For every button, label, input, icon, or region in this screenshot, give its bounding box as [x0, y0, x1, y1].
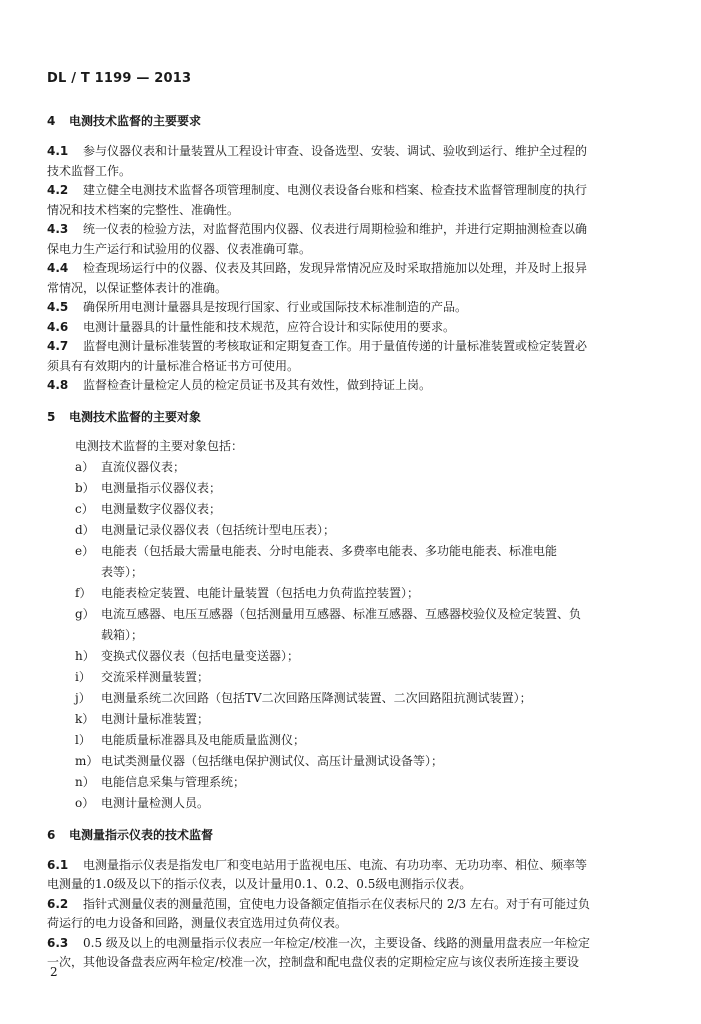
clause: [47, 142, 657, 181]
section-title: 电测量指示仪表的技术监督: [69, 827, 214, 842]
clause-text: 参与仪器仪表和计量装置从工程设计审查、设备选型、安装、调试、验收到运行、维护全过程的: [83, 144, 588, 158]
section-heading: [47, 826, 657, 844]
clause-number: 4.3: [47, 222, 69, 236]
list-item: [47, 667, 657, 688]
section-title: 电测技术监督的主要对象: [69, 409, 202, 424]
clause-number: 4.5: [47, 300, 69, 314]
clause-text: 检查现场运行中的仪器、仪表及其回路，发现异常情况应及时采取措施加以处理，并及时上报异: [83, 261, 588, 275]
list-item-text: 电流互感器、电压互感器（包括测量用互感器、标准互感器、互感器校验仪及检定装置、负: [101, 606, 582, 621]
list-marker: o）: [75, 795, 95, 810]
list-intro: 电测技术监督的主要对象包括：: [75, 438, 244, 453]
clause-text-cont: 荷运行的电力设备和回路，测量仪表宜选用过负荷仪表。: [47, 916, 348, 930]
list-item: [47, 646, 657, 667]
clause-text: 确保所用电测计量器具是按现行国家、行业或国际技术标准制造的产品。: [83, 300, 468, 314]
section-title: 电测技术监督的主要要求: [69, 114, 202, 128]
clause-text: 0.5 级及以上的电测量指示仪表应一年检定/校准一次，主要设备、线路的测量用盘表应一年检定: [83, 935, 590, 950]
clause: [47, 934, 657, 973]
clause-text: 电测计量器具的计量性能和技术规范，应符合设计和实际使用的要求。: [83, 319, 456, 334]
list-item-text: 电试类测量仪器（包括继电保护测试仪、高压计量测试设备等）；: [101, 753, 444, 768]
section-number: 4: [47, 114, 56, 128]
clause-number: 4.6: [47, 319, 69, 334]
clause: [47, 298, 657, 318]
list-item-text: 电测量记录仪器仪表（包括统计型电压表）；: [101, 522, 336, 537]
list-marker: e）: [75, 543, 95, 558]
clause-text: 指针式测量仪表的测量范围，宜使电力设备额定值指示在仪表标尺的 2/3 左右。对于有可能过负: [83, 896, 590, 911]
clause-text: 统一仪表的检验方法，对监督范围内仪器、仪表进行周期检验和维护，并进行定期抽测检查以确: [83, 222, 588, 236]
list-item-text: 电测计量标准装置；: [101, 711, 210, 726]
list-item: [47, 604, 657, 646]
clause-text-cont: 一次，其他设备盘表应两年检定/校准一次，控制盘和配电盘仪表的定期检定应与该仪表所连接主要设: [47, 955, 580, 969]
list-marker: k）: [75, 711, 95, 726]
clause: [47, 318, 657, 338]
list-item-text-cont: 表等）；: [101, 564, 144, 579]
list-marker: m）: [75, 753, 99, 768]
clause-text-cont: 常情况，以保证整体表计的准确。: [47, 280, 228, 295]
list-marker: g）: [75, 606, 95, 621]
list-item: [47, 730, 657, 751]
list-marker: n）: [75, 774, 95, 789]
section-heading: [47, 112, 657, 130]
clause: [47, 259, 657, 298]
list-item: [47, 709, 657, 730]
clause-number: 4.1: [47, 144, 69, 158]
list-item: [47, 583, 657, 604]
list-marker: d）: [75, 522, 95, 537]
clause-text-cont: 保电力生产运行和试验用的仪器、仪表准确可靠。: [47, 241, 312, 256]
clause-text: 建立健全电测技术监督各项管理制度、电测仪表设备台账和档案、检查技术监督管理制度的执行: [83, 183, 588, 197]
list-item: [47, 772, 657, 793]
list-item-text: 变换式仪器仪表（包括电量变送器）；: [101, 648, 300, 663]
list-item-text: 直流仪器仪表；: [101, 459, 186, 474]
list-item: [47, 457, 657, 478]
list-item-text: 电能表检定装置、电能计量装置（包括电力负荷监控装置）；: [101, 585, 420, 600]
list-marker: l）: [75, 732, 91, 747]
list-marker: c）: [75, 501, 94, 516]
list-marker: f）: [75, 585, 92, 600]
standard-code-header: DL / T 1199 — 2013: [47, 71, 192, 86]
clause-number: 4.7: [47, 339, 69, 353]
list-marker: a）: [75, 459, 95, 474]
list-marker: i）: [75, 669, 91, 684]
list-marker: h）: [75, 648, 95, 663]
clause-text-cont: 技术监督工作。: [47, 163, 132, 178]
list-item-text: 电能表（包括最大需量电能表、分时电能表、多费率电能表、多功能电能表、标准电能: [101, 543, 558, 558]
section-heading: [47, 408, 657, 426]
section-number: 5: [47, 409, 56, 424]
list-item-text: 电测量数字仪器仪表；: [101, 501, 222, 516]
clause-number: 4.2: [47, 183, 69, 197]
list-item: [47, 520, 657, 541]
clause-number: 4.8: [47, 378, 69, 392]
clause-number: 4.4: [47, 261, 69, 275]
list-item-text: 电能质量标准器具及电能质量监测仪；: [101, 732, 306, 747]
list-item-text: 电测计量检测人员。: [101, 795, 210, 810]
clause-text: 监督检查计量检定人员的检定员证书及其有效性，做到持证上岗。: [83, 378, 432, 392]
clause-number: 6.2: [47, 896, 69, 911]
clause-text: 电测量指示仪表是指发电厂和变电站用于监视电压、电流、有功功率、无功功率、相位、频率等: [83, 857, 588, 872]
clause: [47, 856, 657, 895]
list-marker: b）: [75, 480, 95, 495]
list-item: [47, 688, 657, 709]
section-number: 6: [47, 827, 56, 842]
list-item: [47, 793, 657, 814]
list-marker: j）: [75, 690, 91, 705]
list-item: [47, 541, 657, 583]
clause-number: 6.1: [47, 857, 69, 872]
clause: [47, 895, 657, 934]
clause: [47, 181, 657, 220]
clause-text: 监督电测计量标准装置的考核取证和定期复查工作。用于量值传递的计量标准装置或检定装置必: [83, 339, 588, 353]
clause-text-cont: 电测量的1.0级及以下的指示仪表，以及计量用0.1、0.2、0.5级电测指示仪表。: [47, 877, 472, 891]
clause-number: 6.3: [47, 935, 69, 950]
list-item: [47, 478, 657, 499]
list-item: [47, 499, 657, 520]
list-item-text: 电能信息采集与管理系统；: [101, 774, 246, 789]
page-number: 2: [50, 965, 58, 979]
list-item: [47, 751, 657, 772]
clause: [47, 337, 657, 376]
clause-text-cont: 须具有有效期内的计量标准合格证书方可使用。: [47, 358, 300, 373]
clause: [47, 220, 657, 259]
clause-text-cont: 情况和技术档案的完整性、准确性。: [47, 202, 240, 217]
document-body: [47, 108, 657, 973]
clause: [47, 376, 657, 396]
list-item-text: 交流采样测量装置；: [101, 669, 210, 684]
list-item-text: 电测量系统二次回路（包括TV二次回路压降测试装置、二次回路阻抗测试装置）；: [101, 690, 532, 705]
list-item-text: 电测量指示仪器仪表；: [101, 480, 222, 495]
list-item-text-cont: 载箱）；: [101, 627, 144, 642]
